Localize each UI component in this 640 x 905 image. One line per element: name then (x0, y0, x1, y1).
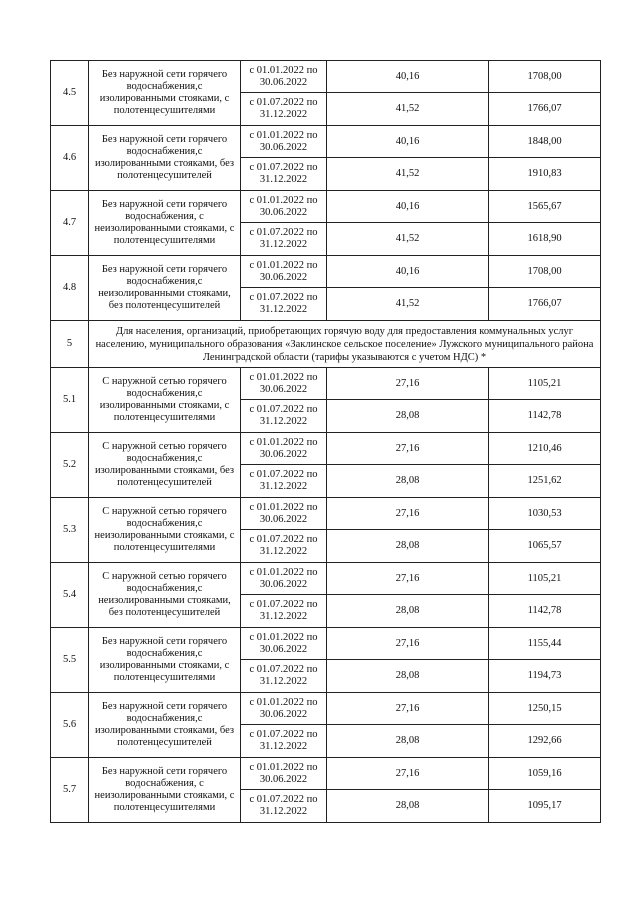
value-cell-component: 28,08 (327, 530, 489, 563)
table-row (51, 693, 601, 725)
value-cell-component: 27,16 (327, 433, 489, 465)
value-cell-tariff: 1142,78 (489, 400, 601, 433)
value-cell-component: 27,16 (327, 758, 489, 790)
row-description: С наружной сетью горячего водоснабжения,с неизолированными стояками, с полотенцесушителями (89, 498, 241, 563)
tariff-table (50, 60, 601, 823)
table-row (51, 758, 601, 790)
period-cell: с 01.01.2022 по 30.06.2022 (241, 191, 327, 223)
row-number: 5.5 (51, 628, 89, 693)
value-cell-tariff: 1142,78 (489, 595, 601, 628)
table-row (51, 368, 601, 400)
value-cell-component: 41,52 (327, 223, 489, 256)
value-cell-tariff: 1848,00 (489, 126, 601, 158)
table-row (51, 563, 601, 595)
value-cell-tariff: 1565,67 (489, 191, 601, 223)
table-row (51, 61, 601, 93)
row-number: 5.3 (51, 498, 89, 563)
value-cell-tariff: 1105,21 (489, 563, 601, 595)
period-cell: с 01.01.2022 по 30.06.2022 (241, 563, 327, 595)
value-cell-component: 28,08 (327, 725, 489, 758)
value-cell-component: 41,52 (327, 158, 489, 191)
period-cell: с 01.07.2022 по 31.12.2022 (241, 93, 327, 126)
value-cell-tariff: 1708,00 (489, 256, 601, 288)
value-cell-tariff: 1250,15 (489, 693, 601, 725)
period-cell: с 01.01.2022 по 30.06.2022 (241, 433, 327, 465)
table-row (51, 628, 601, 660)
value-cell-component: 41,52 (327, 288, 489, 321)
row-number: 5.6 (51, 693, 89, 758)
period-cell: с 01.07.2022 по 31.12.2022 (241, 465, 327, 498)
value-cell-component: 40,16 (327, 256, 489, 288)
period-cell: с 01.07.2022 по 31.12.2022 (241, 660, 327, 693)
row-description: Без наружной сети горячего водоснабжения,с изолированными стояками, без полотенцесушителей (89, 693, 241, 758)
row-number: 4.5 (51, 61, 89, 126)
row-description: Без наружной сети горячего водоснабжения,с изолированными стояками, с полотенцесушителями (89, 61, 241, 126)
row-number: 5.2 (51, 433, 89, 498)
row-description: Без наружной сети горячего водоснабжения,с изолированными стояками, с полотенцесушителями (89, 628, 241, 693)
value-cell-tariff: 1210,46 (489, 433, 601, 465)
value-cell-tariff: 1065,57 (489, 530, 601, 563)
period-cell: с 01.07.2022 по 31.12.2022 (241, 158, 327, 191)
row-number: 4.6 (51, 126, 89, 191)
value-cell-tariff: 1618,90 (489, 223, 601, 256)
row-description: С наружной сетью горячего водоснабжения,с неизолированными стояками, без полотенцесушителей (89, 563, 241, 628)
row-description: Без наружной сети горячего водоснабжения,с неизолированными стояками, без полотенцесушителей (89, 256, 241, 321)
table-row (51, 126, 601, 158)
value-cell-component: 28,08 (327, 400, 489, 433)
row-number: 5.7 (51, 758, 89, 823)
period-cell: с 01.07.2022 по 31.12.2022 (241, 400, 327, 433)
period-cell: с 01.07.2022 по 31.12.2022 (241, 223, 327, 256)
value-cell-tariff: 1292,66 (489, 725, 601, 758)
row-number: 4.8 (51, 256, 89, 321)
value-cell-tariff: 1095,17 (489, 790, 601, 823)
value-cell-tariff: 1155,44 (489, 628, 601, 660)
value-cell-component: 27,16 (327, 498, 489, 530)
value-cell-component: 27,16 (327, 693, 489, 725)
period-cell: с 01.01.2022 по 30.06.2022 (241, 498, 327, 530)
row-description: Без наружной сети горячего водоснабжения,с изолированными стояками, без полотенцесушителей (89, 126, 241, 191)
period-cell: с 01.01.2022 по 30.06.2022 (241, 61, 327, 93)
table-row (51, 498, 601, 530)
value-cell-component: 28,08 (327, 595, 489, 628)
period-cell: с 01.07.2022 по 31.12.2022 (241, 595, 327, 628)
value-cell-tariff: 1194,73 (489, 660, 601, 693)
section-heading: Для населения, организаций, приобретающих горячую воду для предоставления коммунальных услуг населению, муниципального образования «Заклинское сельское поселение» Лужского муниципального района Ленинградской области (тарифы указываются с учетом НДС) * (89, 321, 601, 368)
table-row (51, 433, 601, 465)
value-cell-tariff: 1059,16 (489, 758, 601, 790)
value-cell-component: 27,16 (327, 563, 489, 595)
value-cell-tariff: 1105,21 (489, 368, 601, 400)
row-number: 4.7 (51, 191, 89, 256)
value-cell-component: 27,16 (327, 628, 489, 660)
period-cell: с 01.07.2022 по 31.12.2022 (241, 790, 327, 823)
period-cell: с 01.01.2022 по 30.06.2022 (241, 126, 327, 158)
value-cell-component: 40,16 (327, 61, 489, 93)
row-description: С наружной сетью горячего водоснабжения,с изолированными стояками, без полотенцесушителей (89, 433, 241, 498)
period-cell: с 01.01.2022 по 30.06.2022 (241, 628, 327, 660)
section-number: 5 (51, 321, 89, 368)
row-number: 5.1 (51, 368, 89, 433)
row-description: Без наружной сети горячего водоснабжения, с неизолированными стояками, с полотенцесушителями (89, 191, 241, 256)
value-cell-component: 27,16 (327, 368, 489, 400)
value-cell-component: 41,52 (327, 93, 489, 126)
period-cell: с 01.01.2022 по 30.06.2022 (241, 693, 327, 725)
row-number: 5.4 (51, 563, 89, 628)
value-cell-component: 28,08 (327, 790, 489, 823)
period-cell: с 01.01.2022 по 30.06.2022 (241, 368, 327, 400)
row-description: Без наружной сети горячего водоснабжения, с неизолированными стояками, с полотенцесушителями (89, 758, 241, 823)
value-cell-tariff: 1708,00 (489, 61, 601, 93)
row-description: С наружной сетью горячего водоснабжения,с изолированными стояками, с полотенцесушителями (89, 368, 241, 433)
table-row (51, 191, 601, 223)
value-cell-tariff: 1030,53 (489, 498, 601, 530)
value-cell-tariff: 1766,07 (489, 288, 601, 321)
table-row (51, 256, 601, 288)
value-cell-component: 40,16 (327, 126, 489, 158)
period-cell: с 01.07.2022 по 31.12.2022 (241, 530, 327, 563)
document-page (50, 60, 600, 823)
value-cell-tariff: 1766,07 (489, 93, 601, 126)
period-cell: с 01.01.2022 по 30.06.2022 (241, 256, 327, 288)
value-cell-tariff: 1910,83 (489, 158, 601, 191)
value-cell-component: 28,08 (327, 660, 489, 693)
period-cell: с 01.01.2022 по 30.06.2022 (241, 758, 327, 790)
period-cell: с 01.07.2022 по 31.12.2022 (241, 288, 327, 321)
tariff-table-body (51, 61, 601, 823)
value-cell-tariff: 1251,62 (489, 465, 601, 498)
value-cell-component: 40,16 (327, 191, 489, 223)
value-cell-component: 28,08 (327, 465, 489, 498)
section-row (51, 321, 601, 368)
period-cell: с 01.07.2022 по 31.12.2022 (241, 725, 327, 758)
